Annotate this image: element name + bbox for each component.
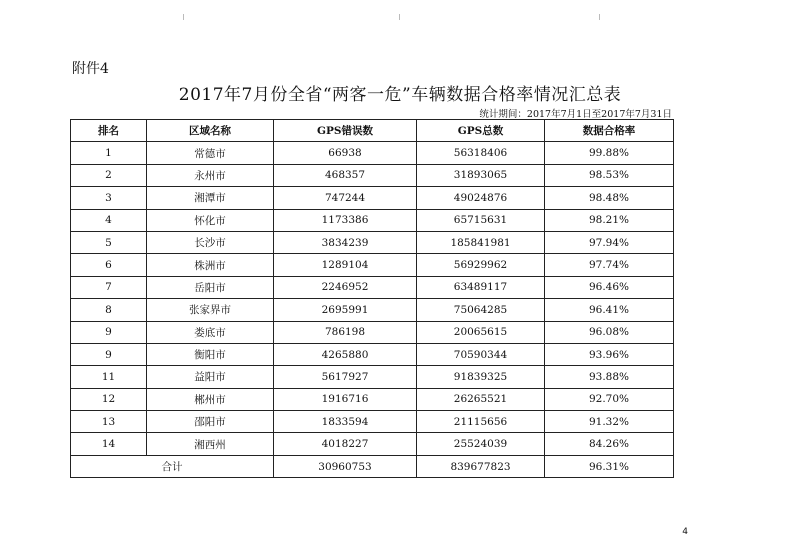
gps-errors-cell: 4018227 — [274, 433, 417, 455]
total-gps-total: 839677823 — [417, 455, 545, 477]
gps-errors-cell: 4265880 — [274, 343, 417, 365]
region-cell: 常德市 — [147, 142, 274, 164]
region-cell: 衡阳市 — [147, 343, 274, 365]
gps-total-cell: 31893065 — [417, 164, 545, 186]
gps-total-cell: 56929962 — [417, 254, 545, 276]
rank-cell: 12 — [71, 388, 147, 410]
gps-total-cell: 63489117 — [417, 276, 545, 298]
statistics-period: 统计期间：2017年7月1日至2017年7月31日 — [479, 109, 672, 120]
rank-cell: 9 — [71, 321, 147, 343]
gps-errors-cell: 1833594 — [274, 411, 417, 433]
rank-cell: 14 — [71, 433, 147, 455]
table-row — [71, 187, 674, 209]
gps-errors-cell: 1289104 — [274, 254, 417, 276]
header-gps-errors: GPS错误数 — [274, 120, 417, 142]
gps-total-cell: 56318406 — [417, 142, 545, 164]
header-rank: 排名 — [71, 120, 147, 142]
scan-mark — [183, 14, 188, 20]
gps-total-cell: 26265521 — [417, 388, 545, 410]
gps-errors-cell: 1916716 — [274, 388, 417, 410]
region-cell: 湘西州 — [147, 433, 274, 455]
pass-rate-cell: 96.46% — [545, 276, 674, 298]
region-cell: 岳阳市 — [147, 276, 274, 298]
pass-rate-cell: 99.88% — [545, 142, 674, 164]
attachment-label: 附件4 — [72, 61, 109, 77]
gps-errors-cell: 747244 — [274, 187, 417, 209]
region-cell: 张家界市 — [147, 299, 274, 321]
rank-cell: 1 — [71, 142, 147, 164]
pass-rate-cell: 93.96% — [545, 343, 674, 365]
total-row — [71, 455, 674, 477]
pass-rate-cell: 93.88% — [545, 366, 674, 388]
region-cell: 益阳市 — [147, 366, 274, 388]
rank-cell: 6 — [71, 254, 147, 276]
table-row — [71, 209, 674, 231]
rank-cell: 7 — [71, 276, 147, 298]
table-row — [71, 164, 674, 186]
scan-mark — [599, 14, 604, 20]
table-row — [71, 366, 674, 388]
scan-mark — [399, 14, 404, 20]
pass-rate-cell: 84.26% — [545, 433, 674, 455]
gps-errors-cell: 3834239 — [274, 231, 417, 253]
rank-cell: 4 — [71, 209, 147, 231]
table-row — [71, 411, 674, 433]
region-cell: 邵阳市 — [147, 411, 274, 433]
pass-rate-cell: 98.48% — [545, 187, 674, 209]
table-row — [71, 433, 674, 455]
rank-cell: 9 — [71, 343, 147, 365]
gps-errors-cell: 468357 — [274, 164, 417, 186]
gps-total-cell: 185841981 — [417, 231, 545, 253]
total-gps-errors: 30960753 — [274, 455, 417, 477]
document-title: 2017年7月份全省“两客一危”车辆数据合格率情况汇总表 — [178, 85, 622, 105]
page-number: 4 — [682, 527, 688, 537]
gps-errors-cell: 2246952 — [274, 276, 417, 298]
gps-errors-cell: 786198 — [274, 321, 417, 343]
gps-total-cell: 65715631 — [417, 209, 545, 231]
region-cell: 永州市 — [147, 164, 274, 186]
summary-table — [70, 119, 674, 478]
gps-errors-cell: 2695991 — [274, 299, 417, 321]
header-region: 区域名称 — [147, 120, 274, 142]
rank-cell: 2 — [71, 164, 147, 186]
pass-rate-cell: 96.08% — [545, 321, 674, 343]
total-pass-rate: 96.31% — [545, 455, 674, 477]
table-row — [71, 321, 674, 343]
pass-rate-cell: 91.32% — [545, 411, 674, 433]
region-cell: 郴州市 — [147, 388, 274, 410]
pass-rate-cell: 98.21% — [545, 209, 674, 231]
gps-total-cell: 21115656 — [417, 411, 545, 433]
header-pass-rate: 数据合格率 — [545, 120, 674, 142]
gps-errors-cell: 1173386 — [274, 209, 417, 231]
gps-total-cell: 70590344 — [417, 343, 545, 365]
rank-cell: 13 — [71, 411, 147, 433]
region-cell: 长沙市 — [147, 231, 274, 253]
total-label: 合计 — [71, 455, 274, 477]
gps-total-cell: 25524039 — [417, 433, 545, 455]
rank-cell: 5 — [71, 231, 147, 253]
rank-cell: 8 — [71, 299, 147, 321]
pass-rate-cell: 92.70% — [545, 388, 674, 410]
gps-total-cell: 49024876 — [417, 187, 545, 209]
region-cell: 湘潭市 — [147, 187, 274, 209]
pass-rate-cell: 97.74% — [545, 254, 674, 276]
table-row — [71, 142, 674, 164]
pass-rate-cell: 98.53% — [545, 164, 674, 186]
gps-total-cell: 91839325 — [417, 366, 545, 388]
gps-errors-cell: 5617927 — [274, 366, 417, 388]
pass-rate-cell: 97.94% — [545, 231, 674, 253]
table-row — [71, 231, 674, 253]
table-header-row — [71, 120, 674, 142]
rank-cell: 11 — [71, 366, 147, 388]
region-cell: 娄底市 — [147, 321, 274, 343]
gps-errors-cell: 66938 — [274, 142, 417, 164]
header-gps-total: GPS总数 — [417, 120, 545, 142]
table-row — [71, 299, 674, 321]
gps-total-cell: 75064285 — [417, 299, 545, 321]
table-row — [71, 276, 674, 298]
table-row — [71, 254, 674, 276]
table-row — [71, 388, 674, 410]
table-row — [71, 343, 674, 365]
pass-rate-cell: 96.41% — [545, 299, 674, 321]
rank-cell: 3 — [71, 187, 147, 209]
region-cell: 株洲市 — [147, 254, 274, 276]
region-cell: 怀化市 — [147, 209, 274, 231]
gps-total-cell: 20065615 — [417, 321, 545, 343]
